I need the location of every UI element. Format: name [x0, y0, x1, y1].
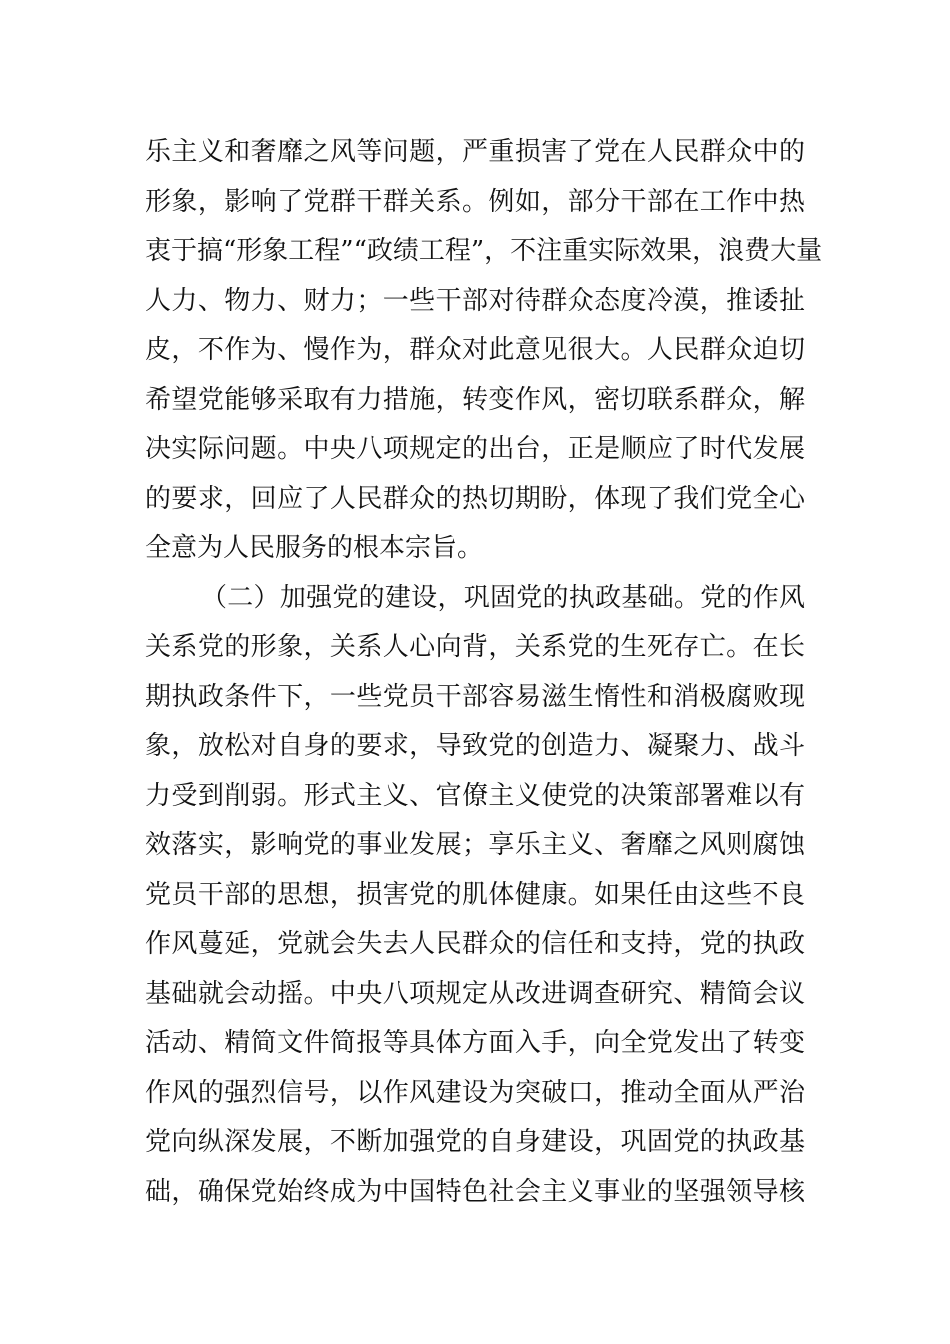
text-line: 活动、精简文件简报等具体方面入手，向全党发出了转变: [145, 1028, 805, 1058]
text-line: 关系党的形象，关系人心向背，关系党的生死存亡。在长: [145, 632, 805, 662]
text-line: 础，确保党始终成为中国特色社会主义事业的坚强领导核: [145, 1176, 805, 1207]
paragraph-2: [145, 574, 805, 1218]
text-line: 力受到削弱。形式主义、官僚主义使党的决策部署难以有: [145, 780, 805, 811]
text-line: 形象，影响了党群干群关系。例如，部分干部在工作中热: [145, 186, 805, 217]
text-line: 衷于搞“形象工程”“政绩工程”，不注重实际效果，浪费大量: [145, 236, 823, 266]
document-body: [145, 128, 823, 1217]
text-line: 决实际问题。中央八项规定的出台，正是顺应了时代发展: [145, 434, 805, 464]
text-line: 作风蔓延，党就会失去人民群众的信任和支持，党的执政: [145, 929, 805, 959]
text-line: 效落实，影响党的事业发展；享乐主义、奢靡之风则腐蚀: [145, 830, 805, 860]
text-line: 党向纵深发展，不断加强党的自身建设，巩固党的执政基: [145, 1127, 805, 1157]
text-line: 全意为人民服务的根本宗旨。: [145, 533, 484, 563]
paragraph-1: [145, 128, 823, 574]
text-line: （二）加强党的建设，巩固党的执政基础。党的作风: [201, 582, 805, 613]
text-line: 党员干部的思想，损害党的肌体健康。如果任由这些不良: [145, 879, 805, 910]
text-line: 人力、物力、财力；一些干部对待群众态度冷漠，推诿扯: [145, 285, 805, 316]
text-line: 乐主义和奢靡之风等问题，严重损害了党在人民群众中的: [145, 137, 805, 167]
text-line: 作风的强烈信号，以作风建设为突破口，推动全面从严治: [145, 1077, 805, 1108]
text-line: 的要求，回应了人民群众的热切期盼，体现了我们党全心: [145, 483, 805, 514]
text-line: 皮，不作为、慢作为，群众对此意见很大。人民群众迫切: [145, 335, 805, 365]
text-line: 象，放松对自身的要求，导致党的创造力、凝聚力、战斗: [145, 731, 805, 761]
text-line: 基础就会动摇。中央八项规定从改进调查研究、精简会议: [145, 978, 805, 1009]
text-line: 期执政条件下，一些党员干部容易滋生惰性和消极腐败现: [145, 681, 805, 712]
text-line: 希望党能够采取有力措施，转变作风，密切联系群众，解: [145, 384, 805, 415]
